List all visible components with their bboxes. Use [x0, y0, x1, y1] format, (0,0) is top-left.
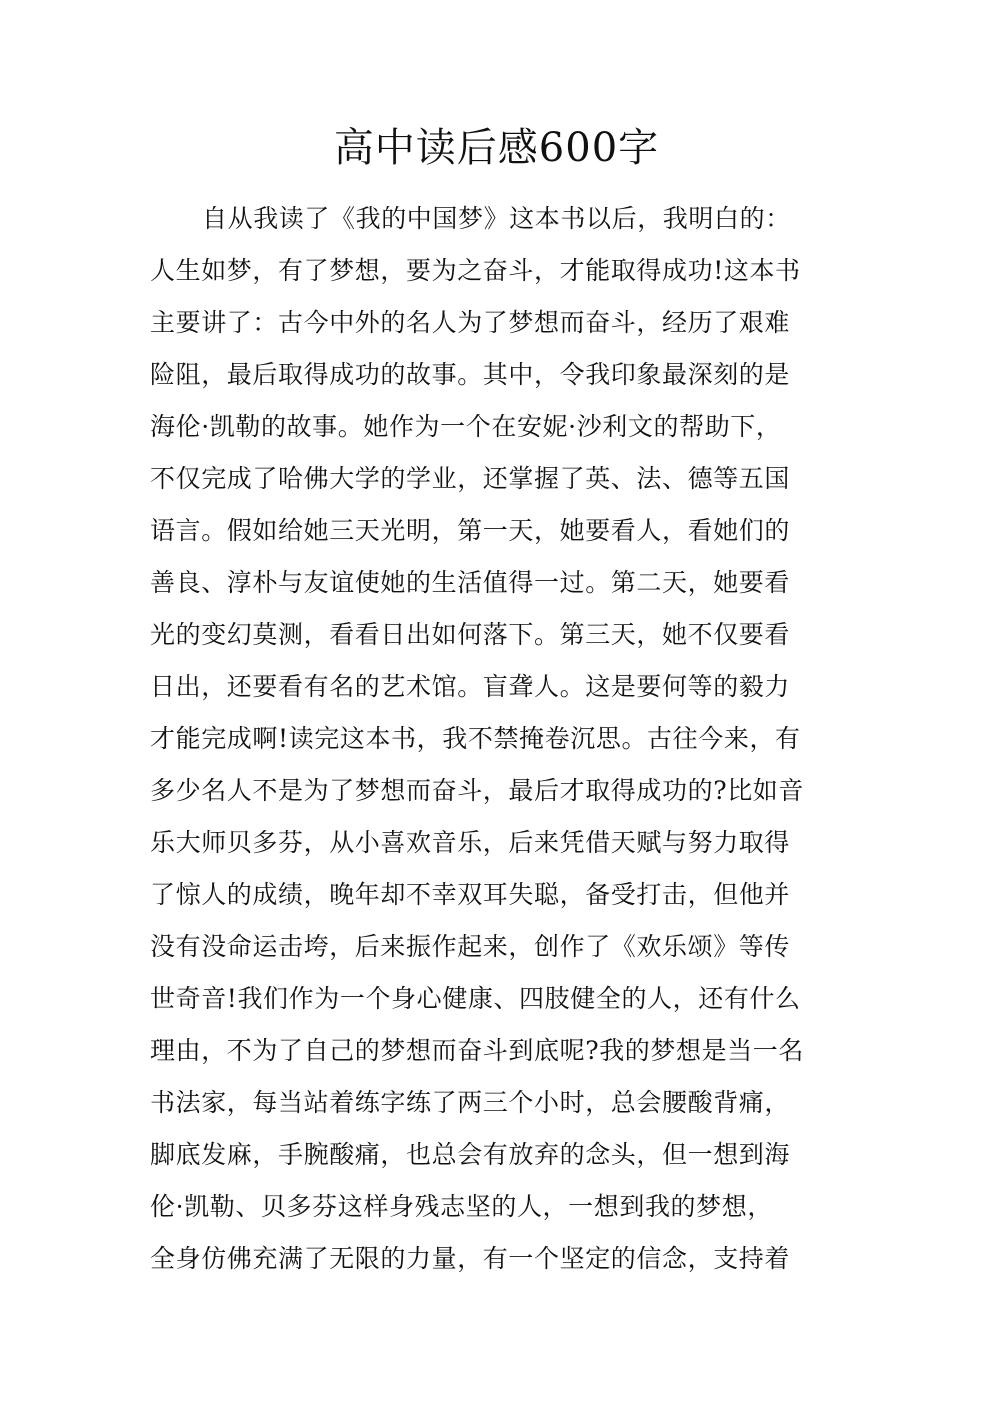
paragraph-line: 乐大师贝多芬，从小喜欢音乐，后来凭借天赋与努力取得: [150, 828, 791, 857]
paragraph-line: 全身仿佛充满了无限的力量，有一个坚定的信念，支持着: [150, 1244, 791, 1273]
paragraph-line: 伦·凯勒、贝多芬这样身残志坚的人，一想到我的梦想，: [150, 1192, 773, 1221]
paragraph-line: 险阻，最后取得成功的故事。其中，令我印象最深刻的是: [150, 360, 791, 389]
paragraph-line: 才能完成啊!读完这本书，我不禁掩卷沉思。古往今来，有: [150, 724, 801, 753]
paragraph-line: 没有没命运击垮，后来振作起来，创作了《欢乐颂》等传: [150, 932, 791, 961]
paragraph-line: 自从我读了《我的中国梦》这本书以后，我明白的：: [202, 204, 791, 233]
paragraph-line: 世奇音!我们作为一个身心健康、四肢健全的人，还有什么: [150, 984, 801, 1013]
paragraph-line: 脚底发麻，手腕酸痛，也总会有放弃的念头，但一想到海: [150, 1140, 791, 1169]
paragraph-line: 光的变幻莫测，看看日出如何落下。第三天，她不仅要看: [150, 620, 791, 649]
paragraph-line: 了惊人的成绩，晚年却不幸双耳失聪，备受打击，但他并: [150, 880, 791, 909]
paragraph-line: 人生如梦，有了梦想，要为之奋斗，才能取得成功!这本书: [150, 256, 801, 285]
paragraph-line: 语言。假如给她三天光明，第一天，她要看人，看她们的: [150, 516, 791, 545]
paragraph-line: 善良、淳朴与友谊使她的生活值得一过。第二天，她要看: [150, 568, 791, 597]
paragraph-line: 理由，不为了自己的梦想而奋斗到底呢?我的梦想是当一名: [150, 1036, 805, 1065]
paragraph-line: 不仅完成了哈佛大学的学业，还掌握了英、法、德等五国: [150, 464, 791, 493]
document-body: [150, 193, 840, 1285]
paragraph-line: 日出，还要看有名的艺术馆。盲聋人。这是要何等的毅力: [150, 672, 791, 701]
paragraph-line: 书法家，每当站着练字练了两三个小时，总会腰酸背痛，: [150, 1088, 791, 1117]
paragraph-line: 海伦·凯勒的故事。她作为一个在安妮·沙利文的帮助下，: [150, 412, 782, 441]
paragraph-line: 多少名人不是为了梦想而奋斗，最后才取得成功的?比如音: [150, 776, 805, 805]
document-title: 高中读后感600字: [333, 125, 660, 171]
paragraph-line: 主要讲了：古今中外的名人为了梦想而奋斗，经历了艰难: [150, 308, 791, 337]
